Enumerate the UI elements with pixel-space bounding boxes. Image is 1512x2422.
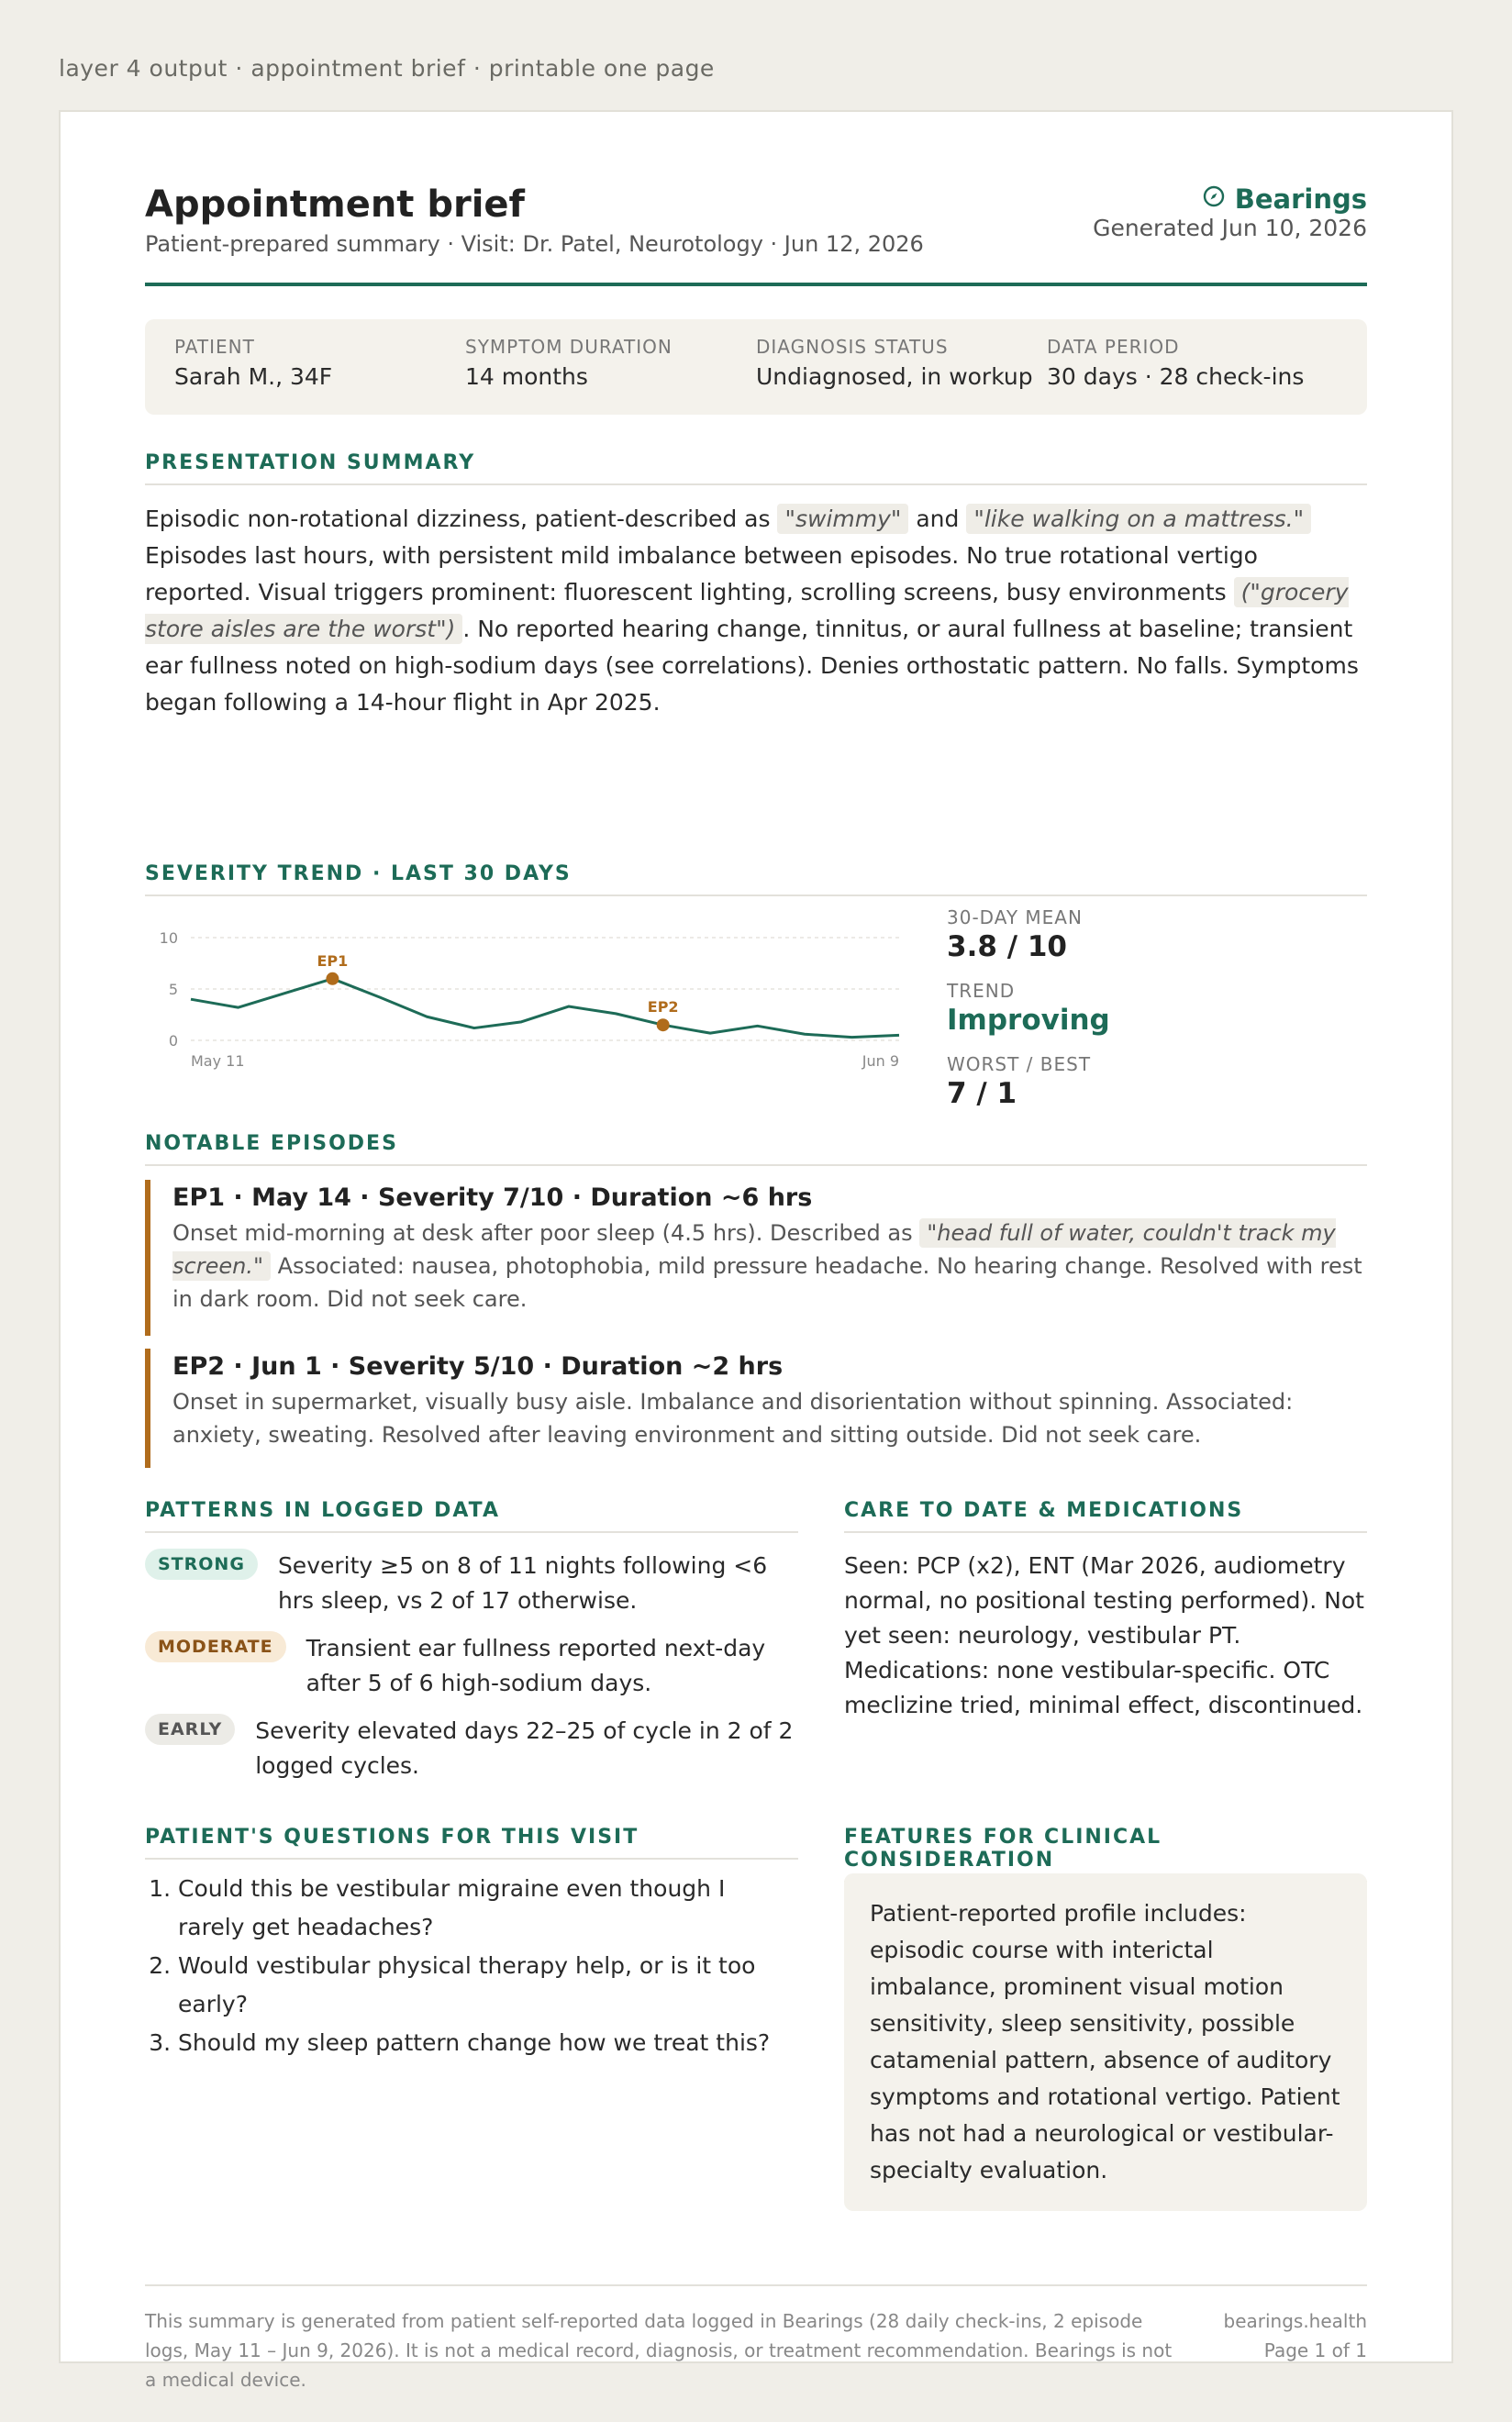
patient-quote: "head full of water, couldn't track my screen." xyxy=(172,1220,1336,1279)
pattern-text: Severity ≥5 on 8 of 11 nights following <6 hrs sleep, vs 2 of 17 otherwise. xyxy=(277,1552,768,1614)
y-tick-label: 10 xyxy=(159,929,178,947)
header-divider xyxy=(145,283,1367,286)
period-label: DATA PERIOD xyxy=(1047,336,1180,358)
period-cell xyxy=(1047,336,1338,398)
episode-card-ep2 xyxy=(145,1349,1367,1468)
episode-body: Onset in supermarket, visually busy aisle. Imbalance and disorientation without spinning. Associated: anxiety, sweating. Resolved after leaving environment and sitting outside. Did not seek care. xyxy=(172,1389,1294,1448)
patterns-heading: PATTERNS IN LOGGED DATA xyxy=(145,1499,798,1533)
diagnosis-cell xyxy=(756,336,1047,398)
mean-value: 3.8 / 10 xyxy=(947,930,1067,963)
y-tick-label: 0 xyxy=(168,1032,178,1050)
question-item: 2. Would vestibular physical therapy help, or is it too early? xyxy=(178,1947,798,2024)
episode-text: Onset mid-morning at desk after poor sleep (4.5 hrs). Described as xyxy=(172,1220,913,1246)
severity-stats xyxy=(947,906,1110,1127)
patient-quote: "like walking on a mattress." xyxy=(966,504,1311,534)
y-tick-label: 5 xyxy=(168,981,178,998)
presentation-heading: PRESENTATION SUMMARY xyxy=(145,451,1367,485)
summary-text: Episodes last hours, with persistent mild imbalance between episodes. No true rotational vertigo reported. Visual triggers prominent: fluorescent lighting, scrolling screens, busy environments xyxy=(145,542,1258,606)
episode-marker xyxy=(326,972,339,985)
page-subtitle: Patient-prepared summary · Visit: Dr. Patel, Neurotology · Jun 12, 2026 xyxy=(145,231,924,257)
patient-value: Sarah M., 34F xyxy=(174,363,333,390)
features-heading: FEATURES FOR CLINICAL CONSIDERATION xyxy=(844,1826,1367,1883)
pattern-text: Transient ear fullness reported next-day after 5 of 6 high-sodium days. xyxy=(306,1635,766,1696)
episode-marker xyxy=(657,1018,670,1031)
trend-value: Improving xyxy=(947,1004,1110,1037)
footer-meta xyxy=(1224,2306,1368,2365)
episode-title: EP2 · Jun 1 · Severity 5/10 · Duration ~2 hrs xyxy=(172,1352,784,1381)
episode-body xyxy=(172,1217,1367,1316)
page-title: Appointment brief xyxy=(145,183,525,226)
x-tick-label: May 11 xyxy=(191,1052,245,1070)
duration-cell xyxy=(465,336,756,398)
care-heading: CARE TO DATE & MEDICATIONS xyxy=(844,1499,1367,1533)
pattern-item xyxy=(145,1714,798,1783)
features-box: Patient-reported profile includes: episodic course with interictal imbalance, prominent visual motion sensitivity, sleep sensitivity, possible catamenial pattern, absence of auditory symptoms and rotational vertigo. Patient has not had a neurological or vestibular-specialty evaluation. xyxy=(844,1873,1367,2211)
question-item: 1. Could this be vestibular migraine even though I rarely get headaches? xyxy=(178,1870,798,1947)
disclaimer: This summary is generated from patient self-reported data logged in Bearings (28 daily check-ins, 2 episode logs, May 11 – Jun 9, 2026). It is not a medical record, diagnosis, or treatment recommendation. Bearings is not a medical device. xyxy=(145,2310,1173,2391)
summary-text: Episodic non-rotational dizziness, patient-described as xyxy=(145,506,771,532)
episode-title: EP1 · May 14 · Severity 7/10 · Duration ~6 hrs xyxy=(172,1183,813,1212)
patient-quote: "swimmy" xyxy=(777,504,908,534)
episode-text: Associated: nausea, photophobia, mild pressure headache. No hearing change. Resolved with rest in dark room. Did not seek care. xyxy=(172,1253,1362,1312)
compass-icon xyxy=(1202,183,1226,215)
episode-marker-label: EP2 xyxy=(647,998,679,1017)
footer-divider xyxy=(145,2284,1367,2286)
trend-label: TREND xyxy=(947,980,1016,1002)
worst-best-label: WORST / BEST xyxy=(947,1053,1092,1075)
episodes-heading: NOTABLE EPISODES xyxy=(145,1132,1367,1166)
episode-marker-label: EP1 xyxy=(317,951,349,970)
diagnosis-label: DIAGNOSIS STATUS xyxy=(756,336,949,358)
period-value: 30 days · 28 check-ins xyxy=(1047,363,1305,390)
duration-label: SYMPTOM DURATION xyxy=(465,336,673,358)
patient-label: PATIENT xyxy=(174,336,255,358)
questions-list xyxy=(145,1870,798,2062)
summary-text: . No reported hearing change, tinnitus, or aural fullness at baseline; transient ear fullness noted on high-sodium days (see correlations). Denies orthostatic pattern. No falls. Symptoms began following a 14-hour flight in Apr 2025. xyxy=(145,616,1359,716)
appointment-brief-page xyxy=(59,110,1453,2391)
diagnosis-value: Undiagnosed, in workup xyxy=(756,363,1033,390)
presentation-summary xyxy=(145,501,1367,721)
question-item: 3. Should my sleep pattern change how we treat this? xyxy=(178,2024,798,2062)
worst-best-value: 7 / 1 xyxy=(947,1077,1017,1110)
patient-quote: ("grocery store aisles are the worst") xyxy=(145,579,1349,642)
pattern-item xyxy=(145,1549,798,1618)
patient-info-box xyxy=(145,319,1367,415)
brand-name: Bearings xyxy=(1234,183,1367,215)
severity-line xyxy=(191,979,899,1038)
patient-cell xyxy=(174,336,465,398)
page-number: Page 1 of 1 xyxy=(1263,2339,1367,2361)
episode-card-ep1 xyxy=(145,1180,1367,1336)
summary-text: and xyxy=(916,506,960,532)
mean-label: 30-DAY MEAN xyxy=(947,906,1083,928)
severity-chart xyxy=(145,910,925,1084)
confidence-badge: STRONG xyxy=(145,1549,258,1580)
site-link[interactable]: bearings.health xyxy=(1223,2310,1367,2332)
confidence-badge: MODERATE xyxy=(145,1631,286,1662)
x-tick-label: Jun 9 xyxy=(862,1052,899,1070)
pattern-text: Severity elevated days 22–25 of cycle in 2 of 2 logged cycles. xyxy=(255,1717,794,1779)
page-caption: layer 4 output · appointment brief · printable one page xyxy=(59,55,715,82)
questions-heading: PATIENT'S QUESTIONS FOR THIS VISIT xyxy=(145,1826,798,1860)
brand-logo xyxy=(1202,183,1367,215)
care-body: Seen: PCP (x2), ENT (Mar 2026, audiometry normal, no positional testing performed). Not yet seen: neurology, vestibular PT. Medications: none vestibular-specific. OTC meclizine tried, minimal effect, discontinued. xyxy=(844,1552,1364,1718)
duration-value: 14 months xyxy=(465,363,588,390)
confidence-badge: EARLY xyxy=(145,1714,235,1745)
severity-heading: SEVERITY TREND · LAST 30 DAYS xyxy=(145,862,1367,896)
pattern-item xyxy=(145,1631,798,1701)
generated-date: Generated Jun 10, 2026 xyxy=(1093,215,1367,241)
